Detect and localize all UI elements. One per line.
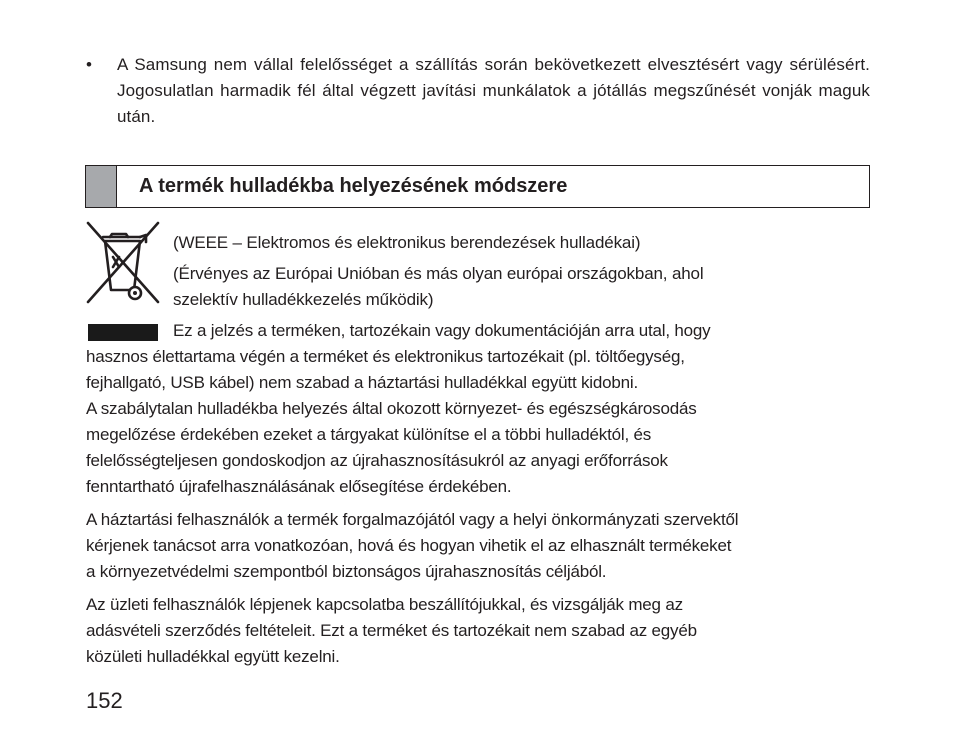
paragraph-line: felelősségteljesen gondoskodjon az újrahasznosításukról az anyagi erőforrások — [86, 451, 668, 470]
paragraph-line: fenntartható újrafelhasználásának elősegítése érdekében. — [86, 477, 512, 496]
weee-title: (WEEE – Elektromos és elektronikus berendezések hulladékai) — [173, 233, 641, 252]
bullet-text: A Samsung nem vállal felelősséget a szállítás során bekövetkezett elvesztésért vagy sérülésért. Jogosulatlan harmadik fél által végzett javítási munkálatok a jótállás megszűnését vonják maguk után. — [117, 55, 870, 126]
paragraph-line: Ez a jelzés a terméken, tartozékain vagy dokumentációján arra utal, hogy — [173, 321, 711, 340]
weee-scope-line: szelektív hulladékkezelés működik) — [173, 290, 434, 309]
paragraph-line: A háztartási felhasználók a termék forgalmazójától vagy a helyi önkormányzati szervektől — [86, 510, 739, 529]
paragraph-line: közületi hulladékkal együtt kezelni. — [86, 647, 340, 666]
crossed-out-wheelie-bin-icon — [84, 220, 162, 306]
paragraph-line: Az üzleti felhasználók lépjenek kapcsolatba beszállítójukkal, és vizsgálják meg az — [86, 595, 683, 614]
section-marker — [86, 166, 117, 207]
page-number: 152 — [86, 688, 123, 713]
paragraph-line: adásvételi szerződés feltételeit. Ezt a terméket és tartozékait nem szabad az egyéb — [86, 621, 697, 640]
paragraph-line: hasznos élettartama végén a terméket és elektronikus tartozékait (pl. töltőegység, — [86, 347, 685, 366]
paragraph-line: a környezetvédelmi szempontból biztonságos újrahasznosítás céljából. — [86, 562, 607, 581]
bullet-item — [86, 52, 870, 130]
weee-scope-line: (Érvényes az Európai Unióban és más olyan európai országokban, ahol — [173, 264, 704, 283]
paragraph-line: kérjenek tanácsot arra vonatkozóan, hová és hogyan vihetik el az elhasznált termékeket — [86, 536, 732, 555]
section-header — [85, 165, 870, 208]
paragraph-line: megelőzése érdekében ezeket a tárgyakat különítse el a többi hulladéktól, és — [86, 425, 652, 444]
paragraph-line: fejhallgató, USB kábel) nem szabad a háztartási hulladékkal együtt kidobni. — [86, 373, 639, 392]
marking-bar — [88, 324, 158, 341]
bullet-marker: • — [86, 55, 92, 74]
section-title: A termék hulladékba helyezésének módszere — [139, 175, 568, 197]
paragraph-line: A szabálytalan hulladékba helyezés által okozott környezet- és egészségkárosodás — [86, 399, 697, 418]
